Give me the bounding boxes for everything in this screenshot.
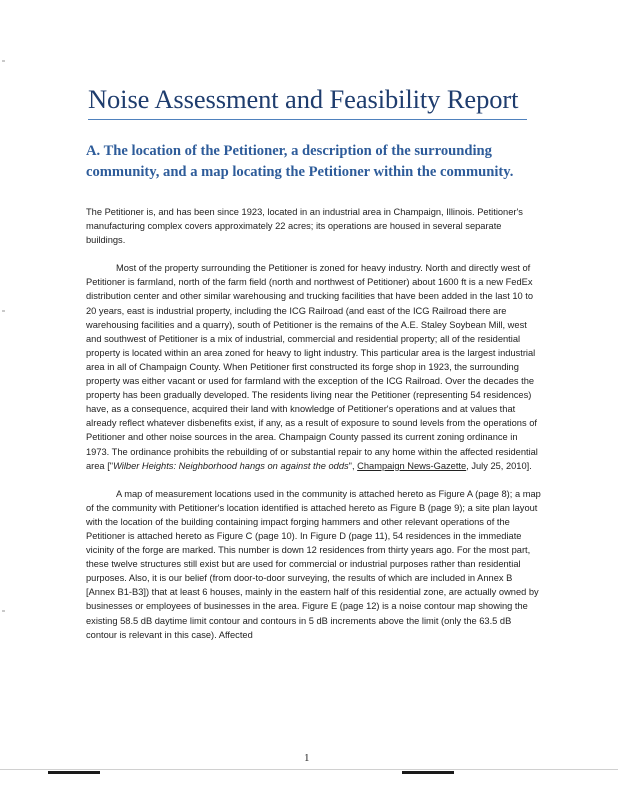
footer-bar-right — [402, 771, 454, 774]
page-number: 1 — [304, 752, 310, 764]
citation-end: , July 25, 2010]. — [466, 460, 532, 471]
paragraph-1: The Petitioner is, and has been since 1923, located in an industrial area in Champaign, Illinois. Petitioner's manufacturing complex covers approximately 22 acres; its operations are housed in several separate buildings. — [86, 207, 523, 246]
section-heading: A. The location of the Petitioner, a description of the surrounding community, and a map locating the Petitioner within the community. — [86, 143, 514, 180]
citation-separator: ", — [348, 460, 358, 471]
scan-artifact — [2, 610, 5, 612]
scan-artifact — [2, 60, 5, 62]
paragraph-2 — [86, 261, 542, 472]
paragraph-2-text: Most of the property surrounding the Petitioner is zoned for heavy industry. North and directly west of Petitioner is farmland, north of the farm field (north and northwest of Petitioner) about 1600 ft is a new FedEx distribution center and other similar warehousing and trucking facilities that have been added in the last 10 to 20 years, east is industrial property, including the ICG Railroad (and east of the ICG Railroad there are warehousing facilities and a quarry), south of Petitioner is the remains of the A.E. Staley Soybean Mill, west and southwest of Petitioner is a mix of industrial, commercial and residential property; all of the residential property is located within an area zoned for heavy to light industry. This particular area is the largest industrial area in all of Champaign County. When Petitioner first constructed its forge shop in 1923, the surrounding property was either vacant or used for farmland with the exception of the ICG Railroad. Over the decades the property has been gradually developed. The residents living near the Petitioner (representing 54 residences) have, as a consequence, acquired their land with knowledge of Petitioner's operations and at values that already reflect whatever disbenefits exist, if any, as a result of exposure to sound levels from the operations of Petitioner and other noise sources in the area. Champaign County passed its current zoning ordinance in 1973. The ordinance prohibits the rebuilding of or substantial repair to any home within the affected residential area [" — [86, 263, 538, 471]
title-underline — [88, 119, 527, 120]
footer-rule — [0, 769, 618, 770]
scan-artifact — [2, 310, 5, 312]
body-text — [86, 205, 542, 656]
citation-source: Champaign News-Gazette — [357, 460, 467, 471]
report-title: Noise Assessment and Feasibility Report — [88, 84, 519, 114]
paragraph-3: A map of measurement locations used in the community is attached hereto as Figure A (page 8); a map of the community with Petitioner's location identified is attached hereto as Figure B (page 9); a site plan layout with the location of the building containing impact forging hammers and other relevant operations of the Petitioner is attached hereto as Figure C (page 10). In Figure D (page 11), 54 residences in the immediate vicinity of the forge are marked. This number is down 12 residences from thirty years ago. For the most part, these twelve structures still exist but are used for commercial or industrial purposes rather than residential purposes. Also, it is our belief (from door-to-door surveying, the results of which are included in Annex B [Annex B1-B3]) that at least 6 houses, mainly in the eastern half of this residential zone, are actually owned by businesses or employees of businesses in the area. Figure E (page 12) is a noise contour map showing the existing 58.5 dB daytime limit contour and contours in 5 dB increments above the limit (only the 63.5 dB contour is relevant in this case). Affected — [86, 488, 541, 640]
citation-title: Wilber Heights: Neighborhood hangs on against the odds — [113, 460, 349, 471]
footer-bar-left — [48, 771, 100, 774]
